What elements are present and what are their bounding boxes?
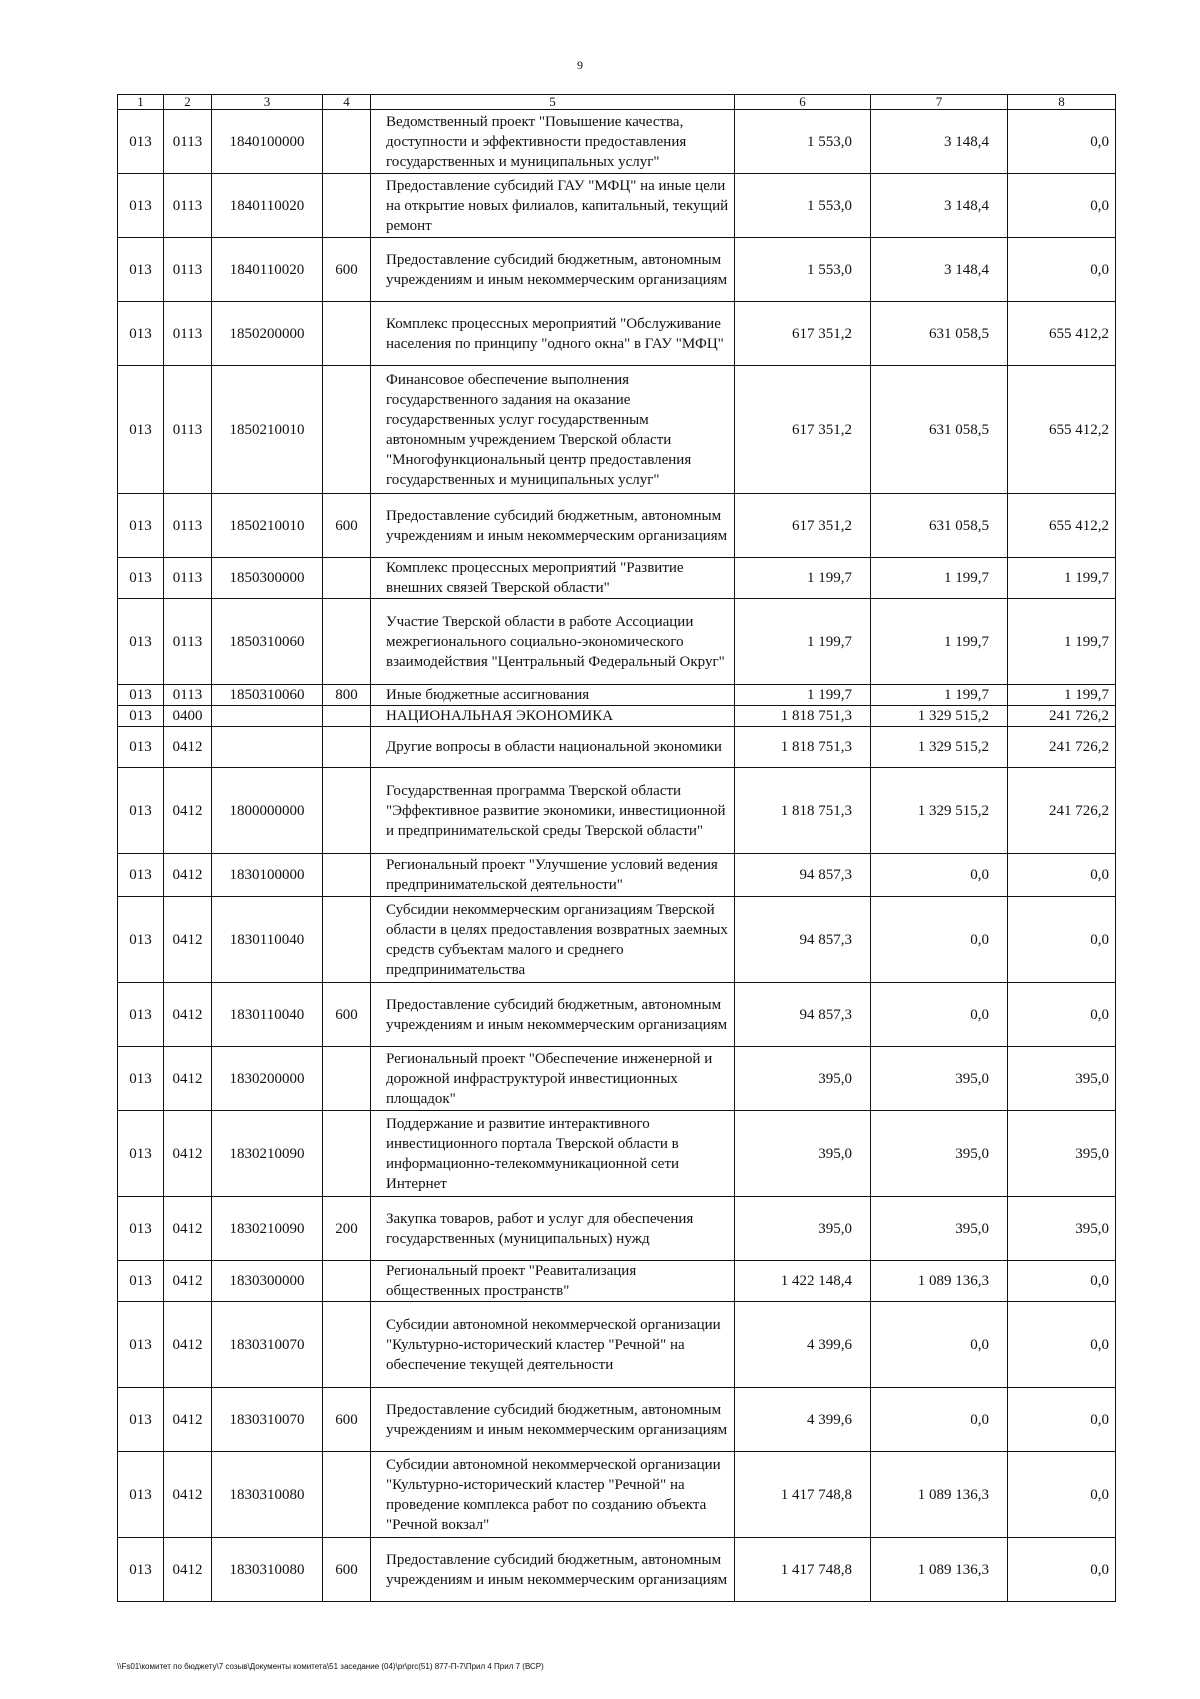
table-row bbox=[118, 110, 1116, 174]
amount-year1-cell: 1 818 751,3 bbox=[735, 706, 871, 727]
item-name-cell: Другие вопросы в области национальной экономики bbox=[371, 727, 735, 768]
table-row bbox=[118, 706, 1116, 727]
table-row bbox=[118, 558, 1116, 599]
target-article-cell bbox=[212, 727, 323, 768]
target-article-cell: 1850300000 bbox=[212, 558, 323, 599]
amount-year2-cell: 0,0 bbox=[871, 983, 1008, 1047]
amount-year3-cell: 395,0 bbox=[1008, 1047, 1116, 1111]
expense-type-cell: 600 bbox=[323, 238, 371, 302]
amount-year2-cell: 1 329 515,2 bbox=[871, 727, 1008, 768]
amount-year1-cell: 1 417 748,8 bbox=[735, 1452, 871, 1538]
item-name-cell: Предоставление субсидий бюджетным, автономным учреждениям и иным некоммерческим организациям bbox=[371, 1388, 735, 1452]
admin-code-cell: 013 bbox=[118, 599, 164, 685]
expense-type-cell bbox=[323, 1452, 371, 1538]
item-name-cell: Предоставление субсидий бюджетным, автономным учреждениям и иным некоммерческим организациям bbox=[371, 494, 735, 558]
admin-code-cell: 013 bbox=[118, 302, 164, 366]
section-code-cell: 0412 bbox=[164, 1047, 212, 1111]
item-name-cell: Предоставление субсидий бюджетным, автономным учреждениям и иным некоммерческим организациям bbox=[371, 1538, 735, 1602]
table-row bbox=[118, 1047, 1116, 1111]
item-name-cell: Финансовое обеспечение выполнения государственного задания на оказание государственных услуг государственным автономным учреждением Тверской области "Многофункциональный центр предоставления государственных и муниципальных услуг" bbox=[371, 366, 735, 494]
admin-code-cell: 013 bbox=[118, 706, 164, 727]
column-header: 5 bbox=[371, 95, 735, 110]
amount-year1-cell: 1 818 751,3 bbox=[735, 768, 871, 854]
target-article-cell: 1830300000 bbox=[212, 1261, 323, 1302]
table-row bbox=[118, 302, 1116, 366]
amount-year1-cell: 1 199,7 bbox=[735, 599, 871, 685]
amount-year3-cell: 1 199,7 bbox=[1008, 558, 1116, 599]
item-name-cell: Региональный проект "Улучшение условий ведения предпринимательской деятельности" bbox=[371, 854, 735, 897]
amount-year3-cell: 655 412,2 bbox=[1008, 494, 1116, 558]
target-article-cell: 1850210010 bbox=[212, 494, 323, 558]
section-code-cell: 0412 bbox=[164, 1538, 212, 1602]
amount-year2-cell: 395,0 bbox=[871, 1111, 1008, 1197]
amount-year2-cell: 1 199,7 bbox=[871, 558, 1008, 599]
section-code-cell: 0412 bbox=[164, 1452, 212, 1538]
expense-type-cell bbox=[323, 768, 371, 854]
target-article-cell: 1830100000 bbox=[212, 854, 323, 897]
amount-year1-cell: 395,0 bbox=[735, 1197, 871, 1261]
amount-year1-cell: 94 857,3 bbox=[735, 897, 871, 983]
item-name-cell: Предоставление субсидий ГАУ "МФЦ" на иные цели на открытие новых филиалов, капитальный, текущий ремонт bbox=[371, 174, 735, 238]
amount-year2-cell: 1 089 136,3 bbox=[871, 1538, 1008, 1602]
amount-year2-cell: 3 148,4 bbox=[871, 238, 1008, 302]
amount-year2-cell: 1 329 515,2 bbox=[871, 706, 1008, 727]
table-row bbox=[118, 366, 1116, 494]
section-code-cell: 0113 bbox=[164, 558, 212, 599]
table-row bbox=[118, 1452, 1116, 1538]
amount-year2-cell: 0,0 bbox=[871, 1388, 1008, 1452]
admin-code-cell: 013 bbox=[118, 854, 164, 897]
amount-year3-cell: 1 199,7 bbox=[1008, 685, 1116, 706]
section-code-cell: 0113 bbox=[164, 494, 212, 558]
item-name-cell: Комплекс процессных мероприятий "Обслуживание населения по принципу "одного окна" в ГАУ "МФЦ" bbox=[371, 302, 735, 366]
section-code-cell: 0412 bbox=[164, 897, 212, 983]
admin-code-cell: 013 bbox=[118, 238, 164, 302]
target-article-cell: 1800000000 bbox=[212, 768, 323, 854]
admin-code-cell: 013 bbox=[118, 1261, 164, 1302]
column-header: 8 bbox=[1008, 95, 1116, 110]
target-article-cell: 1830210090 bbox=[212, 1111, 323, 1197]
amount-year2-cell: 1 089 136,3 bbox=[871, 1452, 1008, 1538]
amount-year1-cell: 617 351,2 bbox=[735, 302, 871, 366]
admin-code-cell: 013 bbox=[118, 1197, 164, 1261]
target-article-cell: 1830310080 bbox=[212, 1452, 323, 1538]
table-row bbox=[118, 854, 1116, 897]
column-header: 6 bbox=[735, 95, 871, 110]
budget-table bbox=[117, 94, 1116, 1602]
amount-year1-cell: 617 351,2 bbox=[735, 494, 871, 558]
amount-year1-cell: 94 857,3 bbox=[735, 983, 871, 1047]
table-row bbox=[118, 768, 1116, 854]
amount-year3-cell: 0,0 bbox=[1008, 1538, 1116, 1602]
section-code-cell: 0412 bbox=[164, 983, 212, 1047]
amount-year3-cell: 241 726,2 bbox=[1008, 768, 1116, 854]
amount-year2-cell: 1 199,7 bbox=[871, 599, 1008, 685]
section-code-cell: 0113 bbox=[164, 366, 212, 494]
amount-year1-cell: 1 417 748,8 bbox=[735, 1538, 871, 1602]
table-row bbox=[118, 983, 1116, 1047]
amount-year2-cell: 631 058,5 bbox=[871, 494, 1008, 558]
amount-year3-cell: 655 412,2 bbox=[1008, 302, 1116, 366]
amount-year2-cell: 395,0 bbox=[871, 1197, 1008, 1261]
amount-year3-cell: 0,0 bbox=[1008, 174, 1116, 238]
amount-year2-cell: 1 329 515,2 bbox=[871, 768, 1008, 854]
table-row bbox=[118, 599, 1116, 685]
amount-year1-cell: 1 553,0 bbox=[735, 174, 871, 238]
admin-code-cell: 013 bbox=[118, 1452, 164, 1538]
section-code-cell: 0412 bbox=[164, 1261, 212, 1302]
target-article-cell: 1840110020 bbox=[212, 174, 323, 238]
target-article-cell: 1850210010 bbox=[212, 366, 323, 494]
file-path-footer: \\Fs01\комитет по бюджету\7 созыв\Документы комитета\51 заседание (04)\pr\prc(51) 877-П-7\Прил 4 Прил 7 (ВСР) bbox=[117, 1662, 544, 1671]
section-code-cell: 0412 bbox=[164, 1111, 212, 1197]
amount-year2-cell: 3 148,4 bbox=[871, 110, 1008, 174]
admin-code-cell: 013 bbox=[118, 685, 164, 706]
expense-type-cell: 800 bbox=[323, 685, 371, 706]
amount-year2-cell: 1 089 136,3 bbox=[871, 1261, 1008, 1302]
amount-year2-cell: 631 058,5 bbox=[871, 366, 1008, 494]
section-code-cell: 0113 bbox=[164, 685, 212, 706]
item-name-cell: Субсидии автономной некоммерческой организации "Культурно-исторический кластер "Речной" на проведение комплекса работ по созданию объекта "Речной вокзал" bbox=[371, 1452, 735, 1538]
target-article-cell: 1850200000 bbox=[212, 302, 323, 366]
expense-type-cell bbox=[323, 854, 371, 897]
expense-type-cell bbox=[323, 706, 371, 727]
admin-code-cell: 013 bbox=[118, 1302, 164, 1388]
item-name-cell: Субсидии автономной некоммерческой организации "Культурно-исторический кластер "Речной" на обеспечение текущей деятельности bbox=[371, 1302, 735, 1388]
expense-type-cell bbox=[323, 1261, 371, 1302]
admin-code-cell: 013 bbox=[118, 1111, 164, 1197]
target-article-cell: 1850310060 bbox=[212, 685, 323, 706]
amount-year3-cell: 395,0 bbox=[1008, 1197, 1116, 1261]
item-name-cell: Региональный проект "Реавитализация общественных пространств" bbox=[371, 1261, 735, 1302]
item-name-cell: Комплекс процессных мероприятий "Развитие внешних связей Тверской области" bbox=[371, 558, 735, 599]
amount-year3-cell: 0,0 bbox=[1008, 854, 1116, 897]
table-row bbox=[118, 494, 1116, 558]
section-code-cell: 0412 bbox=[164, 1388, 212, 1452]
amount-year3-cell: 0,0 bbox=[1008, 1302, 1116, 1388]
amount-year1-cell: 395,0 bbox=[735, 1047, 871, 1111]
amount-year3-cell: 0,0 bbox=[1008, 897, 1116, 983]
amount-year3-cell: 655 412,2 bbox=[1008, 366, 1116, 494]
amount-year3-cell: 0,0 bbox=[1008, 110, 1116, 174]
expense-type-cell: 600 bbox=[323, 983, 371, 1047]
target-article-cell: 1830110040 bbox=[212, 897, 323, 983]
expense-type-cell: 600 bbox=[323, 1538, 371, 1602]
target-article-cell: 1830310070 bbox=[212, 1388, 323, 1452]
target-article-cell: 1840100000 bbox=[212, 110, 323, 174]
item-name-cell: Региональный проект "Обеспечение инженерной и дорожной инфраструктурой инвестиционных площадок" bbox=[371, 1047, 735, 1111]
target-article-cell: 1840110020 bbox=[212, 238, 323, 302]
section-code-cell: 0113 bbox=[164, 238, 212, 302]
expense-type-cell: 200 bbox=[323, 1197, 371, 1261]
amount-year3-cell: 241 726,2 bbox=[1008, 706, 1116, 727]
table-row bbox=[118, 727, 1116, 768]
amount-year2-cell: 631 058,5 bbox=[871, 302, 1008, 366]
section-code-cell: 0412 bbox=[164, 727, 212, 768]
admin-code-cell: 013 bbox=[118, 1047, 164, 1111]
section-code-cell: 0412 bbox=[164, 1302, 212, 1388]
amount-year1-cell: 1 553,0 bbox=[735, 110, 871, 174]
amount-year1-cell: 1 199,7 bbox=[735, 685, 871, 706]
expense-type-cell bbox=[323, 1111, 371, 1197]
amount-year2-cell: 1 199,7 bbox=[871, 685, 1008, 706]
expense-type-cell bbox=[323, 897, 371, 983]
amount-year3-cell: 0,0 bbox=[1008, 1261, 1116, 1302]
item-name-cell: НАЦИОНАЛЬНАЯ ЭКОНОМИКА bbox=[371, 706, 735, 727]
expense-type-cell bbox=[323, 110, 371, 174]
admin-code-cell: 013 bbox=[118, 494, 164, 558]
admin-code-cell: 013 bbox=[118, 174, 164, 238]
admin-code-cell: 013 bbox=[118, 110, 164, 174]
section-code-cell: 0412 bbox=[164, 1197, 212, 1261]
admin-code-cell: 013 bbox=[118, 558, 164, 599]
item-name-cell: Поддержание и развитие интерактивного инвестиционного портала Тверской области в информационно-телекоммуникационной сети Интернет bbox=[371, 1111, 735, 1197]
amount-year3-cell: 0,0 bbox=[1008, 1452, 1116, 1538]
item-name-cell: Участие Тверской области в работе Ассоциации межрегионального социально-экономического взаимодействия "Центральный Федеральный Округ" bbox=[371, 599, 735, 685]
table-row bbox=[118, 1261, 1116, 1302]
item-name-cell: Предоставление субсидий бюджетным, автономным учреждениям и иным некоммерческим организациям bbox=[371, 983, 735, 1047]
table-row bbox=[118, 238, 1116, 302]
amount-year3-cell: 0,0 bbox=[1008, 983, 1116, 1047]
expense-type-cell bbox=[323, 302, 371, 366]
expense-type-cell: 600 bbox=[323, 1388, 371, 1452]
target-article-cell: 1830210090 bbox=[212, 1197, 323, 1261]
admin-code-cell: 013 bbox=[118, 1538, 164, 1602]
section-code-cell: 0412 bbox=[164, 768, 212, 854]
amount-year3-cell: 241 726,2 bbox=[1008, 727, 1116, 768]
amount-year1-cell: 395,0 bbox=[735, 1111, 871, 1197]
section-code-cell: 0412 bbox=[164, 854, 212, 897]
amount-year1-cell: 94 857,3 bbox=[735, 854, 871, 897]
section-code-cell: 0113 bbox=[164, 110, 212, 174]
amount-year1-cell: 1 422 148,4 bbox=[735, 1261, 871, 1302]
target-article-cell: 1830110040 bbox=[212, 983, 323, 1047]
amount-year1-cell: 4 399,6 bbox=[735, 1388, 871, 1452]
item-name-cell: Ведомственный проект "Повышение качества, доступности и эффективности предоставления государственных и муниципальных услуг" bbox=[371, 110, 735, 174]
admin-code-cell: 013 bbox=[118, 768, 164, 854]
section-code-cell: 0113 bbox=[164, 599, 212, 685]
table-body bbox=[118, 110, 1116, 1602]
column-number-row bbox=[118, 95, 1116, 110]
admin-code-cell: 013 bbox=[118, 983, 164, 1047]
amount-year1-cell: 1 818 751,3 bbox=[735, 727, 871, 768]
admin-code-cell: 013 bbox=[118, 366, 164, 494]
item-name-cell: Закупка товаров, работ и услуг для обеспечения государственных (муниципальных) нужд bbox=[371, 1197, 735, 1261]
expense-type-cell bbox=[323, 174, 371, 238]
page-number: 9 bbox=[577, 58, 583, 72]
expense-type-cell bbox=[323, 366, 371, 494]
amount-year2-cell: 3 148,4 bbox=[871, 174, 1008, 238]
amount-year1-cell: 1 199,7 bbox=[735, 558, 871, 599]
admin-code-cell: 013 bbox=[118, 1388, 164, 1452]
expense-type-cell bbox=[323, 558, 371, 599]
column-header: 7 bbox=[871, 95, 1008, 110]
table-row bbox=[118, 174, 1116, 238]
amount-year3-cell: 0,0 bbox=[1008, 238, 1116, 302]
amount-year2-cell: 0,0 bbox=[871, 897, 1008, 983]
table-row bbox=[118, 1388, 1116, 1452]
table-row bbox=[118, 685, 1116, 706]
section-code-cell: 0113 bbox=[164, 302, 212, 366]
item-name-cell: Государственная программа Тверской области "Эффективное развитие экономики, инвестиционной и предпринимательской среды Тверской области" bbox=[371, 768, 735, 854]
target-article-cell: 1850310060 bbox=[212, 599, 323, 685]
amount-year2-cell: 0,0 bbox=[871, 1302, 1008, 1388]
column-header: 2 bbox=[164, 95, 212, 110]
amount-year3-cell: 0,0 bbox=[1008, 1388, 1116, 1452]
target-article-cell: 1830200000 bbox=[212, 1047, 323, 1111]
amount-year1-cell: 1 553,0 bbox=[735, 238, 871, 302]
amount-year3-cell: 1 199,7 bbox=[1008, 599, 1116, 685]
amount-year2-cell: 395,0 bbox=[871, 1047, 1008, 1111]
admin-code-cell: 013 bbox=[118, 727, 164, 768]
target-article-cell bbox=[212, 706, 323, 727]
section-code-cell: 0400 bbox=[164, 706, 212, 727]
target-article-cell: 1830310080 bbox=[212, 1538, 323, 1602]
item-name-cell: Субсидии некоммерческим организациям Тверской области в целях предоставления возвратных заемных средств субъектам малого и среднего предпринимательства bbox=[371, 897, 735, 983]
expense-type-cell bbox=[323, 727, 371, 768]
expense-type-cell bbox=[323, 1047, 371, 1111]
admin-code-cell: 013 bbox=[118, 897, 164, 983]
column-header: 1 bbox=[118, 95, 164, 110]
expense-type-cell bbox=[323, 1302, 371, 1388]
expense-type-cell: 600 bbox=[323, 494, 371, 558]
amount-year1-cell: 4 399,6 bbox=[735, 1302, 871, 1388]
amount-year1-cell: 617 351,2 bbox=[735, 366, 871, 494]
expense-type-cell bbox=[323, 599, 371, 685]
table-row bbox=[118, 1302, 1116, 1388]
table-row bbox=[118, 1538, 1116, 1602]
amount-year2-cell: 0,0 bbox=[871, 854, 1008, 897]
target-article-cell: 1830310070 bbox=[212, 1302, 323, 1388]
item-name-cell: Иные бюджетные ассигнования bbox=[371, 685, 735, 706]
column-header: 3 bbox=[212, 95, 323, 110]
table-row bbox=[118, 1111, 1116, 1197]
column-header: 4 bbox=[323, 95, 371, 110]
item-name-cell: Предоставление субсидий бюджетным, автономным учреждениям и иным некоммерческим организациям bbox=[371, 238, 735, 302]
section-code-cell: 0113 bbox=[164, 174, 212, 238]
table-row bbox=[118, 897, 1116, 983]
amount-year3-cell: 395,0 bbox=[1008, 1111, 1116, 1197]
table-row bbox=[118, 1197, 1116, 1261]
